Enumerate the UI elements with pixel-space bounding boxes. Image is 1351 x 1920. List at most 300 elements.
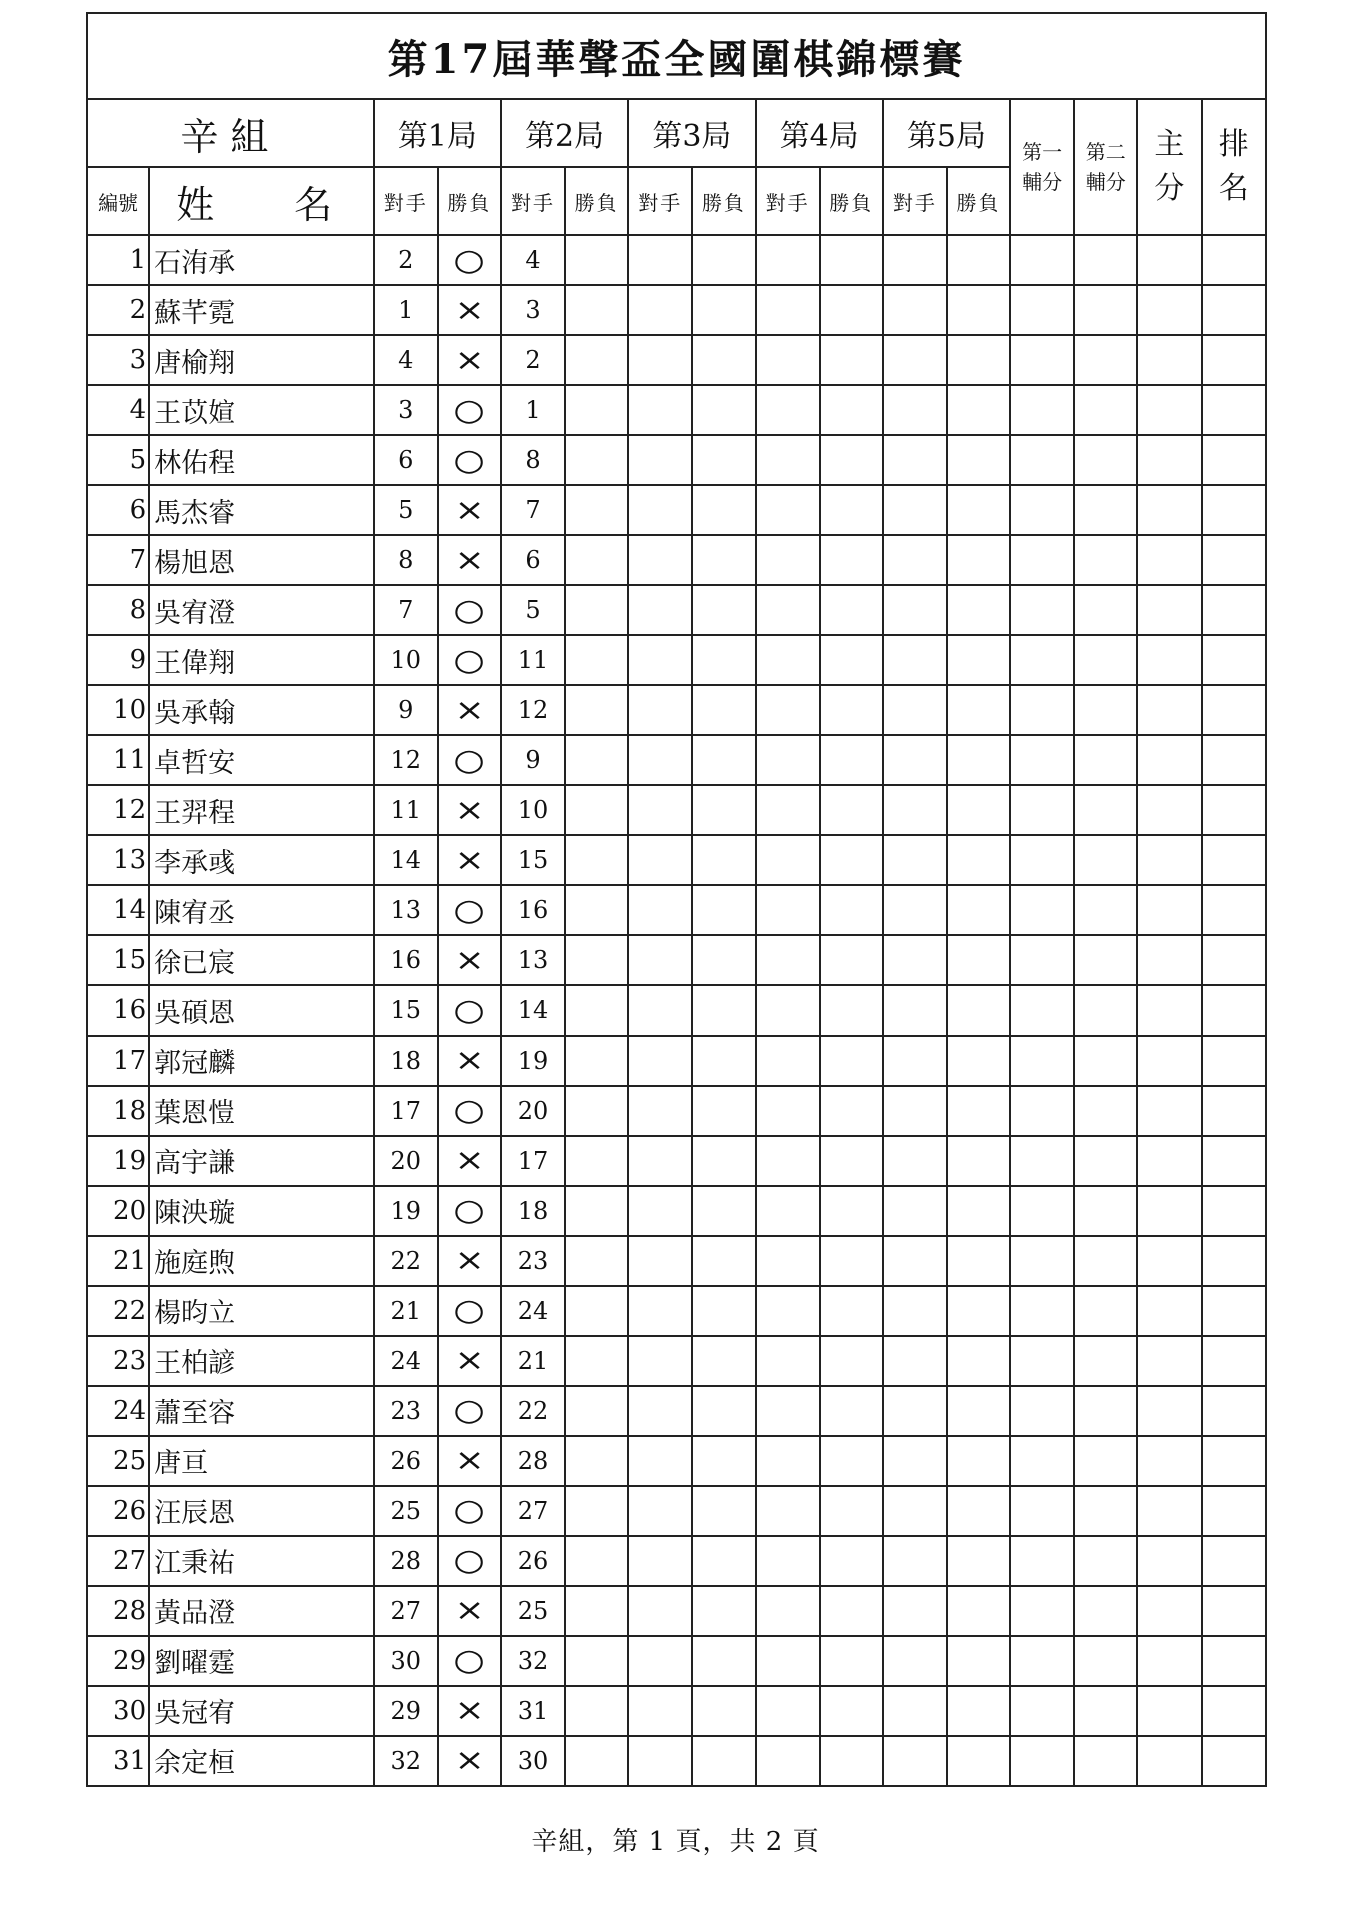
tiebreak1-cell	[1010, 385, 1074, 435]
tiebreak2-cell	[1074, 835, 1137, 885]
round3-opponent	[628, 985, 692, 1035]
tiebreak2-cell	[1074, 1186, 1137, 1236]
round5-result	[947, 1636, 1010, 1686]
round3-result	[692, 1636, 755, 1686]
result-mark: ○	[453, 642, 486, 678]
tiebreak2-cell	[1074, 285, 1137, 335]
round1-result	[438, 1036, 501, 1086]
player-name: 陳泱璇	[149, 1186, 374, 1236]
round4-opponent	[756, 1286, 820, 1336]
tiebreak1-cell	[1010, 285, 1074, 335]
round4-result	[820, 1386, 883, 1436]
round2-result	[565, 1436, 628, 1486]
round1-result	[438, 1686, 501, 1736]
round2-result	[565, 585, 628, 635]
round2-result	[565, 1086, 628, 1136]
round1-result	[438, 835, 501, 885]
round4-result	[820, 435, 883, 485]
round3-opponent	[628, 835, 692, 885]
round2-opponent: 9	[501, 735, 565, 785]
player-number: 29	[87, 1636, 149, 1686]
rank-cell	[1202, 1636, 1267, 1686]
round5-opponent	[883, 335, 947, 385]
tiebreak2-cell	[1074, 1636, 1137, 1686]
round4-opponent	[756, 1136, 820, 1186]
player-number: 5	[87, 435, 149, 485]
main-score-cell	[1137, 1536, 1201, 1586]
tiebreak1-cell	[1010, 1736, 1074, 1786]
round1-opponent: 21	[374, 1286, 438, 1336]
round2-opponent: 22	[501, 1386, 565, 1436]
round5-result	[947, 485, 1010, 535]
round5-opponent	[883, 1386, 947, 1436]
player-number: 17	[87, 1036, 149, 1086]
round1-opponent: 20	[374, 1136, 438, 1186]
round-header: 第4局	[756, 99, 883, 167]
result-mark: ×	[454, 1743, 485, 1779]
round-header: 第3局	[628, 99, 755, 167]
main-score-cell	[1137, 385, 1201, 435]
round3-result	[692, 785, 755, 835]
tiebreak2-cell	[1074, 885, 1137, 935]
tiebreak1-cell	[1010, 1486, 1074, 1536]
main-score-cell	[1137, 485, 1201, 535]
player-number: 3	[87, 335, 149, 385]
round3-opponent	[628, 1086, 692, 1136]
tiebreak2-cell	[1074, 635, 1137, 685]
round1-opponent: 32	[374, 1736, 438, 1786]
round4-result	[820, 685, 883, 735]
rank-cell	[1202, 1186, 1267, 1236]
round2-opponent: 2	[501, 335, 565, 385]
round1-opponent: 27	[374, 1586, 438, 1636]
round5-opponent	[883, 635, 947, 685]
round3-result	[692, 685, 755, 735]
round1-opponent: 29	[374, 1686, 438, 1736]
player-number: 1	[87, 235, 149, 285]
round2-result	[565, 1336, 628, 1386]
round3-result	[692, 1386, 755, 1436]
round5-opponent	[883, 885, 947, 935]
table-row	[87, 335, 1266, 385]
round1-opponent: 1	[374, 285, 438, 335]
rank-cell	[1202, 1486, 1267, 1536]
result-mark: ○	[453, 392, 486, 428]
main-score-cell	[1137, 1086, 1201, 1136]
round3-result	[692, 1486, 755, 1536]
round4-opponent	[756, 285, 820, 335]
round2-opponent: 25	[501, 1586, 565, 1636]
round2-result	[565, 1236, 628, 1286]
tiebreak1-cell	[1010, 1386, 1074, 1436]
round3-result	[692, 885, 755, 935]
round5-result	[947, 235, 1010, 285]
round2-opponent: 17	[501, 1136, 565, 1186]
player-name: 唐亘	[149, 1436, 374, 1486]
round3-opponent	[628, 435, 692, 485]
round3-opponent	[628, 235, 692, 285]
player-number: 16	[87, 985, 149, 1035]
table-row	[87, 1036, 1266, 1086]
round2-result	[565, 1186, 628, 1236]
round4-opponent	[756, 1236, 820, 1286]
round2-result	[565, 335, 628, 385]
round3-result	[692, 1086, 755, 1136]
round1-result	[438, 1336, 501, 1386]
result-mark: ○	[453, 1193, 486, 1229]
round2-opponent: 27	[501, 1486, 565, 1536]
player-name: 吳宥澄	[149, 585, 374, 635]
table-row	[87, 535, 1266, 585]
result-header: 勝負	[947, 167, 1010, 235]
tiebreak1-cell	[1010, 985, 1074, 1035]
round1-opponent: 12	[374, 735, 438, 785]
round1-result	[438, 735, 501, 785]
round4-opponent	[756, 1186, 820, 1236]
round5-result	[947, 835, 1010, 885]
round4-opponent	[756, 635, 820, 685]
number-header: 編號	[87, 167, 149, 235]
rank-cell	[1202, 1036, 1267, 1086]
rank-cell	[1202, 1386, 1267, 1436]
round4-result	[820, 1336, 883, 1386]
round5-result	[947, 785, 1010, 835]
result-mark: ×	[454, 342, 485, 378]
round4-opponent	[756, 835, 820, 885]
round1-opponent: 5	[374, 485, 438, 535]
round1-result	[438, 585, 501, 635]
round4-result	[820, 335, 883, 385]
round4-result	[820, 1486, 883, 1536]
round1-result	[438, 1086, 501, 1136]
tiebreak1-cell	[1010, 1236, 1074, 1286]
round2-opponent: 19	[501, 1036, 565, 1086]
round3-opponent	[628, 1336, 692, 1386]
round3-opponent	[628, 1386, 692, 1436]
player-name: 王羿程	[149, 785, 374, 835]
round1-opponent: 6	[374, 435, 438, 485]
result-header: 勝負	[820, 167, 883, 235]
round1-result	[438, 1186, 501, 1236]
round2-opponent: 10	[501, 785, 565, 835]
tiebreak2-cell	[1074, 785, 1137, 835]
round1-opponent: 16	[374, 935, 438, 985]
player-name: 唐榆翔	[149, 335, 374, 385]
round2-opponent: 30	[501, 1736, 565, 1786]
round3-result	[692, 1436, 755, 1486]
tiebreak2-cell	[1074, 435, 1137, 485]
round3-opponent	[628, 1736, 692, 1786]
round2-result	[565, 1286, 628, 1336]
round4-opponent	[756, 435, 820, 485]
round5-result	[947, 1686, 1010, 1736]
round2-result	[565, 985, 628, 1035]
player-name: 汪辰恩	[149, 1486, 374, 1536]
round1-result	[438, 1736, 501, 1786]
rank-cell	[1202, 685, 1267, 735]
round4-result	[820, 535, 883, 585]
main-score-cell	[1137, 1286, 1201, 1336]
round1-opponent: 13	[374, 885, 438, 935]
round1-opponent: 23	[374, 1386, 438, 1436]
player-name: 王苡媗	[149, 385, 374, 435]
player-number: 27	[87, 1536, 149, 1586]
round4-result	[820, 785, 883, 835]
player-number: 14	[87, 885, 149, 935]
round5-opponent	[883, 1236, 947, 1286]
round5-opponent	[883, 1536, 947, 1586]
opponent-header: 對手	[501, 167, 565, 235]
tiebreak1-cell	[1010, 1336, 1074, 1386]
round4-result	[820, 1036, 883, 1086]
tiebreak2-cell	[1074, 935, 1137, 985]
main-score-cell	[1137, 1036, 1201, 1086]
player-number: 23	[87, 1336, 149, 1386]
result-mark: ×	[454, 542, 485, 578]
opponent-header: 對手	[756, 167, 820, 235]
round1-opponent: 3	[374, 385, 438, 435]
round4-result	[820, 635, 883, 685]
round3-opponent	[628, 1286, 692, 1336]
rank-cell	[1202, 1286, 1267, 1336]
round2-opponent: 3	[501, 285, 565, 335]
round5-opponent	[883, 1586, 947, 1636]
tiebreak1-cell	[1010, 585, 1074, 635]
rank-cell	[1202, 435, 1267, 485]
round2-opponent: 20	[501, 1086, 565, 1136]
tiebreak2-cell	[1074, 1036, 1137, 1086]
tiebreak2-cell	[1074, 1436, 1137, 1486]
round1-result	[438, 1136, 501, 1186]
player-name: 黃品澄	[149, 1586, 374, 1636]
round4-result	[820, 385, 883, 435]
round3-opponent	[628, 1486, 692, 1536]
round1-result	[438, 335, 501, 385]
round5-result	[947, 1386, 1010, 1436]
main-score-cell	[1137, 1386, 1201, 1436]
round4-result	[820, 935, 883, 985]
page-title: 第17屆華聲盃全國圍棋錦標賽	[87, 13, 1266, 99]
round1-result	[438, 435, 501, 485]
round3-opponent	[628, 785, 692, 835]
round4-opponent	[756, 1736, 820, 1786]
round2-opponent: 4	[501, 235, 565, 285]
round3-opponent	[628, 635, 692, 685]
round4-opponent	[756, 1086, 820, 1136]
rank-cell	[1202, 485, 1267, 535]
tiebreak1-cell	[1010, 435, 1074, 485]
round4-result	[820, 235, 883, 285]
result-mark: ○	[453, 892, 486, 928]
player-name: 吳承翰	[149, 685, 374, 735]
round1-result	[438, 685, 501, 735]
tiebreak1-cell	[1010, 1286, 1074, 1336]
round5-opponent	[883, 1336, 947, 1386]
player-name: 卓哲安	[149, 735, 374, 785]
round5-result	[947, 635, 1010, 685]
round4-result	[820, 885, 883, 935]
player-name: 林佑程	[149, 435, 374, 485]
rank-cell	[1202, 535, 1267, 585]
round1-result	[438, 485, 501, 535]
round4-opponent	[756, 335, 820, 385]
round5-result	[947, 1086, 1010, 1136]
main-score-cell	[1137, 1486, 1201, 1536]
player-name: 楊昀立	[149, 1286, 374, 1336]
player-number: 7	[87, 535, 149, 585]
main-score-cell	[1137, 235, 1201, 285]
table-row	[87, 1536, 1266, 1586]
round3-result	[692, 1286, 755, 1336]
rank-cell	[1202, 385, 1267, 435]
table-row	[87, 435, 1266, 485]
round2-opponent: 8	[501, 435, 565, 485]
round2-result	[565, 1036, 628, 1086]
tiebreak1-cell	[1010, 635, 1074, 685]
round3-result	[692, 1036, 755, 1086]
round3-opponent	[628, 1686, 692, 1736]
result-mark: ×	[454, 942, 485, 978]
round2-result	[565, 1736, 628, 1786]
round3-opponent	[628, 1636, 692, 1686]
round1-opponent: 22	[374, 1236, 438, 1286]
group-label: 辛組	[87, 99, 374, 167]
round2-opponent: 16	[501, 885, 565, 935]
round2-opponent: 23	[501, 1236, 565, 1286]
round2-opponent: 32	[501, 1636, 565, 1686]
round5-result	[947, 1186, 1010, 1236]
round3-opponent	[628, 1436, 692, 1486]
rank-cell	[1202, 1736, 1267, 1786]
round2-opponent: 6	[501, 535, 565, 585]
player-name: 余定桓	[149, 1736, 374, 1786]
tiebreak1-cell	[1010, 935, 1074, 985]
round3-result	[692, 235, 755, 285]
result-mark: ×	[454, 1693, 485, 1729]
round4-result	[820, 1086, 883, 1136]
player-number: 2	[87, 285, 149, 335]
round5-result	[947, 1486, 1010, 1536]
player-number: 31	[87, 1736, 149, 1786]
opponent-header: 對手	[628, 167, 692, 235]
main-score-header: 主 分	[1137, 99, 1201, 235]
rank-cell	[1202, 1336, 1267, 1386]
round3-opponent	[628, 535, 692, 585]
result-mark: ○	[453, 992, 486, 1028]
round3-result	[692, 1586, 755, 1636]
round5-opponent	[883, 385, 947, 435]
player-number: 4	[87, 385, 149, 435]
round5-result	[947, 335, 1010, 385]
opponent-header: 對手	[883, 167, 947, 235]
result-mark: ○	[453, 1643, 486, 1679]
tiebreak2-cell	[1074, 585, 1137, 635]
tiebreak2-cell	[1074, 685, 1137, 735]
round3-opponent	[628, 1186, 692, 1236]
main-score-cell	[1137, 1636, 1201, 1686]
player-name: 陳宥丞	[149, 885, 374, 935]
tiebreak2-cell	[1074, 1086, 1137, 1136]
round5-result	[947, 1036, 1010, 1086]
player-number: 9	[87, 635, 149, 685]
round1-result	[438, 935, 501, 985]
main-score-cell	[1137, 335, 1201, 385]
round1-result	[438, 785, 501, 835]
tiebreak2-header: 第二 輔分	[1074, 99, 1137, 235]
tiebreak2-cell	[1074, 535, 1137, 585]
result-header: 勝負	[565, 167, 628, 235]
round1-result	[438, 235, 501, 285]
main-score-cell	[1137, 985, 1201, 1035]
player-name: 吳碩恩	[149, 985, 374, 1035]
round1-opponent: 14	[374, 835, 438, 885]
round3-result	[692, 735, 755, 785]
player-number: 19	[87, 1136, 149, 1186]
main-score-cell	[1137, 1186, 1201, 1236]
round3-result	[692, 835, 755, 885]
round5-result	[947, 985, 1010, 1035]
tiebreak1-cell	[1010, 485, 1074, 535]
round3-opponent	[628, 585, 692, 635]
round4-opponent	[756, 1486, 820, 1536]
tiebreak2-cell	[1074, 1336, 1137, 1386]
tiebreak1-cell	[1010, 1536, 1074, 1586]
player-name: 王偉翔	[149, 635, 374, 685]
main-score-cell	[1137, 435, 1201, 485]
tiebreak2-cell	[1074, 1536, 1137, 1586]
tiebreak1-cell	[1010, 735, 1074, 785]
name-header: 姓 名	[149, 167, 374, 235]
tiebreak2-cell	[1074, 385, 1137, 435]
rank-cell	[1202, 735, 1267, 785]
round3-result	[692, 1686, 755, 1736]
tiebreak1-header: 第一 輔分	[1010, 99, 1074, 235]
main-score-cell	[1137, 735, 1201, 785]
tiebreak1-cell	[1010, 1086, 1074, 1136]
player-number: 6	[87, 485, 149, 535]
tiebreak2-cell	[1074, 1136, 1137, 1186]
rank-cell	[1202, 1086, 1267, 1136]
round5-result	[947, 585, 1010, 635]
round4-result	[820, 985, 883, 1035]
rank-cell	[1202, 935, 1267, 985]
round2-opponent: 18	[501, 1186, 565, 1236]
main-score-cell	[1137, 1686, 1201, 1736]
round4-opponent	[756, 235, 820, 285]
round1-result	[438, 285, 501, 335]
round2-opponent: 31	[501, 1686, 565, 1736]
round1-result	[438, 385, 501, 435]
round4-opponent	[756, 1586, 820, 1636]
result-header: 勝負	[692, 167, 755, 235]
round3-opponent	[628, 935, 692, 985]
player-name: 高宇謙	[149, 1136, 374, 1186]
table-row	[87, 935, 1266, 985]
round1-opponent: 4	[374, 335, 438, 385]
round2-result	[565, 485, 628, 535]
round2-result	[565, 835, 628, 885]
table-row	[87, 585, 1266, 635]
round5-result	[947, 435, 1010, 485]
main-score-cell	[1137, 1236, 1201, 1286]
player-number: 21	[87, 1236, 149, 1286]
table-row	[87, 1186, 1266, 1236]
round5-result	[947, 1436, 1010, 1486]
rank-cell	[1202, 1136, 1267, 1186]
round3-result	[692, 285, 755, 335]
rank-cell	[1202, 1236, 1267, 1286]
round5-opponent	[883, 1036, 947, 1086]
